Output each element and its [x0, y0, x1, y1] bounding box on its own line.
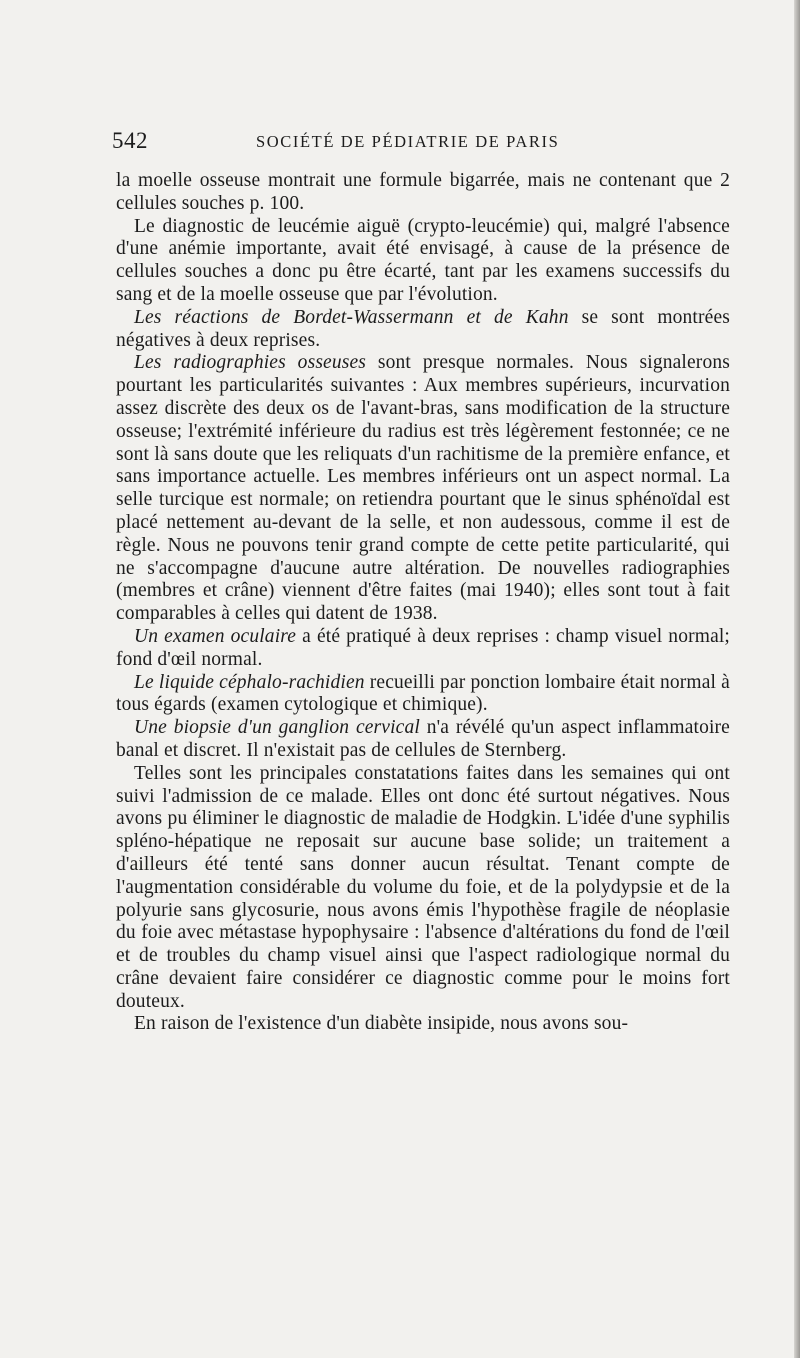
paragraph-text: la moelle osseuse montrait une formule bigarrée, mais ne contenant que 2 cellules souches p. 100. — [116, 170, 730, 214]
paragraph — [116, 216, 730, 307]
paragraph — [116, 672, 730, 718]
paragraph — [116, 763, 730, 1014]
page-number: 542 — [112, 128, 148, 153]
paragraph-text: a été pratiqué à deux reprises : champ visuel normal; fond d'œil normal. — [116, 625, 731, 670]
paragraph-lead: Les radiographies osseuses — [134, 352, 367, 374]
paragraph — [116, 307, 730, 353]
paragraph — [116, 717, 730, 763]
body-text — [116, 170, 730, 1036]
paragraph-text: En raison de l'existence d'un diabète insipide, nous avons sou- — [134, 1013, 629, 1035]
paragraph-lead: Une biopsie d'un ganglion cervical — [134, 717, 420, 739]
paragraph-text: n'a révélé qu'un aspect inflammatoire banal et discret. Il n'existait pas de cellules de Sternberg. — [116, 717, 730, 761]
paragraph — [116, 1013, 730, 1036]
paragraph-text: recueilli par ponction lombaire était normal à tous égards (examen cytologique et chimique). — [116, 671, 730, 716]
paragraph — [116, 626, 730, 672]
paragraph-text: Telles sont les principales constatations faites dans les semaines qui ont suivi l'admission de ce malade. Elles ont donc été surtout négatives. Nous avons pu éliminer le diagnostic de maladie de Hodgkin. L'idée d'une syphilis spléno-hépatique ne reposait sur aucune base solide; un traitement a d'ailleurs été tenté sans donner aucun résultat. Tenant compte de l'augmentation considérable du volume du foie, et de la polydypsie et de la polyurie sans glycosurie, nous avons émis l'hypothèse fragile de néoplasie du foie avec métastase hypophysaire : l'absence d'altérations du fond de l'œil et de troubles du champ visuel ainsi que l'aspect radiologique normal du crâne devaient faire considérer ce diagnostic comme pour le moins fort douteux. — [116, 762, 730, 1012]
paragraph-lead: Un examen oculaire — [134, 625, 297, 647]
running-header — [112, 128, 730, 158]
paragraph-lead: Le liquide céphalo-rachidien — [134, 671, 365, 693]
paragraph — [116, 170, 730, 216]
paragraph-text: Le diagnostic de leucémie aiguë (crypto-leucémie) qui, malgré l'absence d'une anémie importante, avait été envisagé, à cause de la présence de cellules souches a donc pu être écarté, tant par les examens successifs du sang et de la moelle osseuse que par l'évolution. — [116, 215, 730, 305]
running-title: SOCIÉTÉ DE PÉDIATRIE DE PARIS — [256, 132, 560, 151]
paragraph-text: se sont montrées négatives à deux reprises. — [116, 306, 730, 351]
page-edge-shadow — [794, 0, 800, 1358]
paragraph-text: sont presque normales. Nous signalerons pourtant les particularités suivantes : Aux membres supérieurs, incurvation assez discrète des deux os de l'avant-bras, sans modification de la structure osseuse; l'extrémité inférieure du radius est très légèrement festonnée; ce ne sont là sans doute que les reliquats d'un rachitisme de la première enfance, et sans importance actuelle. Les membres inférieurs ont un aspect normal. La selle turcique est normale; on retiendra pourtant que le sinus sphénoïdal est placé nettement au-devant de la selle, et non audessous, comme il est de règle. Nous ne pouvons tenir grand compte de cette petite particularité, qui ne s'accompagne d'aucune autre altération. De nouvelles radiographies (membres et crâne) viennent d'être faites (mai 1940); elles sont tout à fait comparables à celles qui datent de 1938. — [116, 352, 730, 625]
paragraph-lead: Les réactions de Bordet-Wassermann et de Kahn — [134, 306, 569, 328]
paragraph — [116, 352, 730, 626]
